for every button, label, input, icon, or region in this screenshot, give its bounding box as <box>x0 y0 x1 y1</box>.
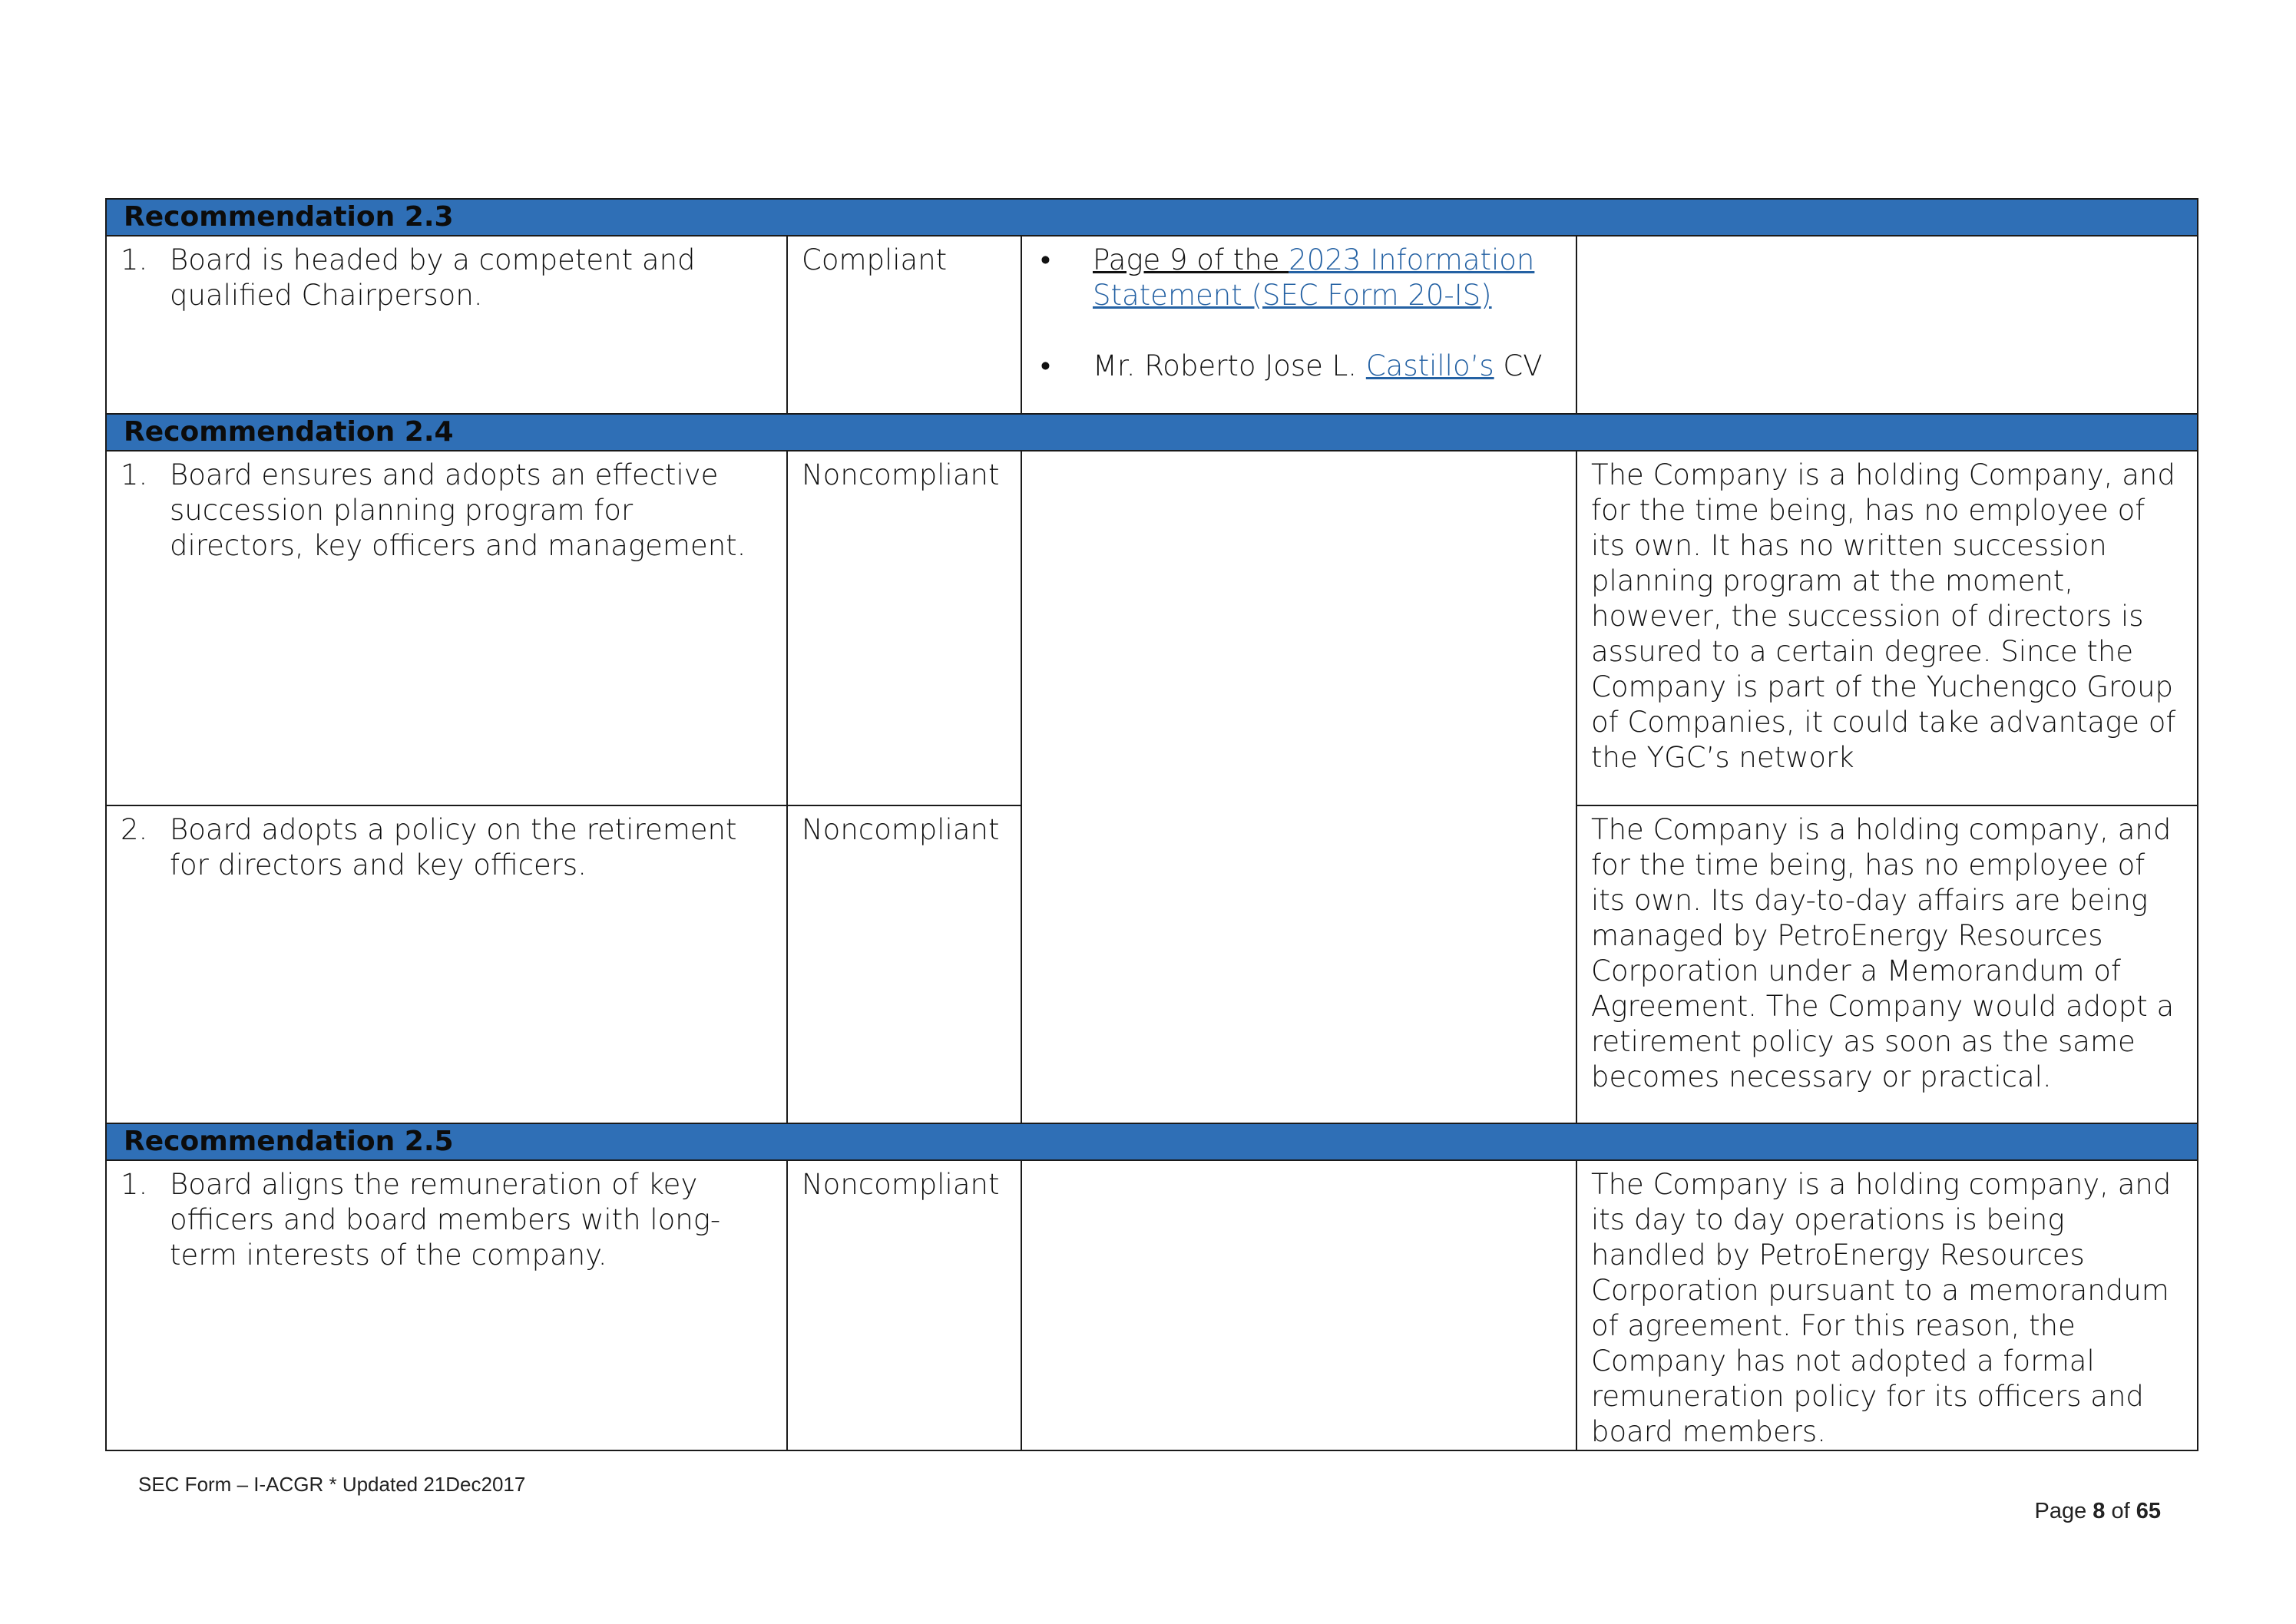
page-total: 65 <box>2136 1499 2161 1523</box>
table-row <box>106 1160 2198 1450</box>
recommendation-header-row <box>106 414 2198 451</box>
footer-form-label: SEC Form – I-ACGR * Updated 21Dec2017 <box>138 1473 526 1496</box>
page-word: Page <box>2034 1499 2087 1523</box>
recommendation-item-cell <box>106 236 787 414</box>
evidence-item <box>1036 243 1562 313</box>
evidence-cell <box>1021 236 1576 414</box>
castillo-cv-link[interactable]: Castillo’s <box>1365 349 1494 382</box>
recommendation-header: Recommendation 2.3 <box>106 199 2198 236</box>
item-number: 1. <box>121 458 148 491</box>
explanation-cell: The Company is a holding Company, and for the time being, has no employee of its own. It has no written succession planning program at the moment, however, the succession of directors is assured to a certain degree. Since the Company is part of the Yuchengco Group of Companies, it could take advantage of the YGC’s network <box>1576 451 2198 805</box>
compliance-status: Noncompliant <box>787 451 1021 805</box>
information-statement-link[interactable]: 2023 Information Statement (SEC Form 20-IS) <box>1093 243 1535 312</box>
item-number: 1. <box>121 243 148 276</box>
explanation-cell <box>1576 236 2198 414</box>
item-text: Board ensures and adopts an effective succession planning program for directors, key officers and management. <box>170 458 746 562</box>
item-number: 1. <box>121 1168 148 1201</box>
recommendation-header-row <box>106 1123 2198 1160</box>
recommendation-item-cell <box>106 451 787 805</box>
compliance-status: Noncompliant <box>787 805 1021 1123</box>
evidence-list <box>1036 243 1562 384</box>
explanation-cell: The Company is a holding company, and its day to day operations is being handled by PetroEnergy Resources Corporation pursuant to a memorandum of agreement. For this reason, the Company has not adopted a formal remuneration policy for its officers and board members. <box>1576 1160 2198 1450</box>
compliance-status: Compliant <box>787 236 1021 414</box>
evidence-cell <box>1021 451 1576 1123</box>
recommendation-header: Recommendation 2.5 <box>106 1123 2198 1160</box>
bullet-icon: • <box>1040 349 1050 382</box>
table-row <box>106 451 2198 805</box>
page-of: of <box>2111 1499 2130 1523</box>
bullet-icon: • <box>1040 243 1050 276</box>
recommendation-header-row <box>106 199 2198 236</box>
document-page <box>105 198 2197 1451</box>
evidence-item <box>1036 349 1562 384</box>
explanation-cell: The Company is a holding company, and for the time being, has no employee of its own. Its day-to-day affairs are being managed by PetroEnergy Resources Corporation under a Memorandum of Agreement. The Company would adopt a retirement policy as soon as the same becomes necessary or practical. <box>1576 805 2198 1123</box>
evidence-prefix: Mr. Roberto Jose L. <box>1093 349 1366 382</box>
item-text: Board aligns the remuneration of key officers and board members with long-term interests of the company. <box>170 1168 721 1272</box>
recommendation-item-cell <box>106 805 787 1123</box>
evidence-cell <box>1021 1160 1576 1450</box>
acgr-table <box>105 198 2198 1451</box>
recommendation-header: Recommendation 2.4 <box>106 414 2198 451</box>
page-number <box>2034 1499 2161 1524</box>
page-current: 8 <box>2093 1499 2106 1523</box>
item-text: Board is headed by a competent and qualified Chairperson. <box>170 243 696 312</box>
table-row <box>106 236 2198 414</box>
compliance-status: Noncompliant <box>787 1160 1021 1450</box>
recommendation-item-cell <box>106 1160 787 1450</box>
evidence-prefix: Page 9 of the <box>1093 243 1289 276</box>
evidence-suffix: CV <box>1494 349 1543 382</box>
item-text: Board adopts a policy on the retirement for directors and key officers. <box>170 813 737 881</box>
item-number: 2. <box>121 813 148 846</box>
